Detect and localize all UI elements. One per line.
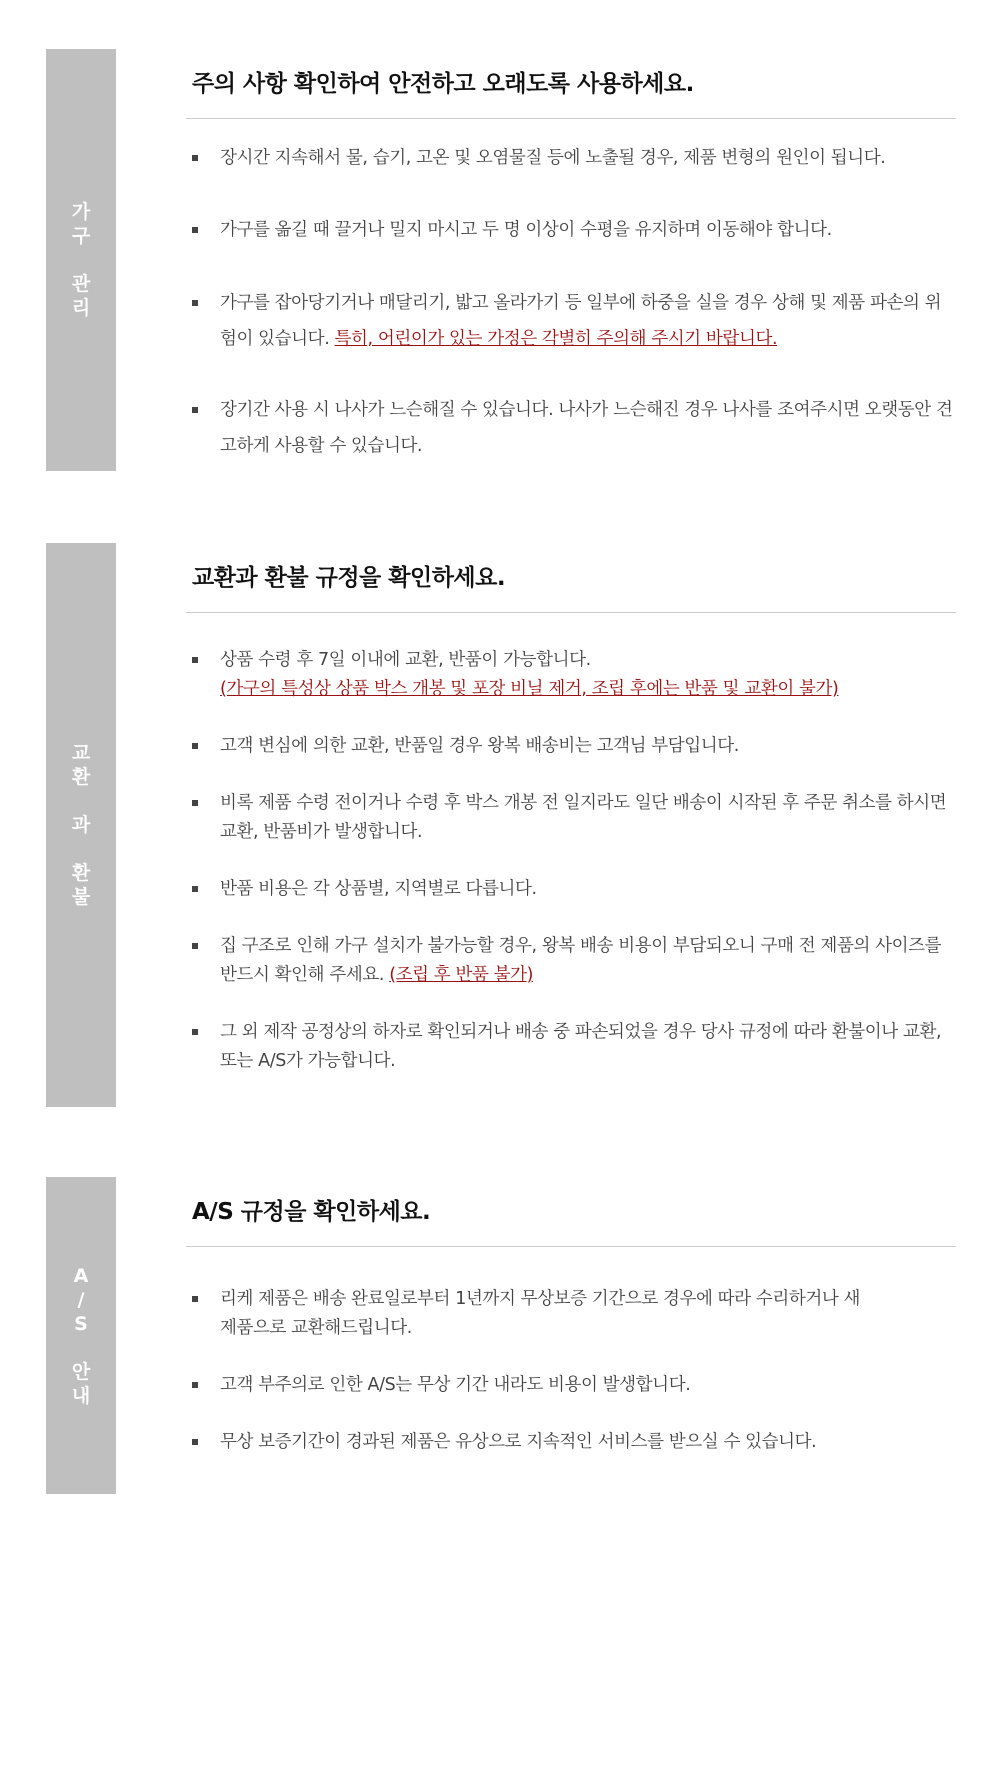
- section-heading: A/S 규정을 확인하세요.: [192, 1199, 431, 1225]
- bullet-icon: [192, 1029, 198, 1035]
- bullet-icon: [192, 407, 198, 413]
- section-content: [186, 543, 956, 1071]
- list-item: 고객 변심에 의한 교환, 반품일 경우 왕복 배송비는 고객님 부담입니다.: [192, 732, 956, 761]
- side-tab-label: 교 환 과 환 불: [71, 742, 91, 908]
- bullet-icon: [192, 657, 198, 663]
- list-item: 가구를 잡아당기거나 매달리기, 밟고 올라가기 등 일부에 하중을 실을 경우 상해 및 제품 파손의 위험이 있습니다. 특히, 어린이가 있는 가정은 각별히 주의해 주시기 바랍니다.: [192, 285, 956, 357]
- bullet-icon: [192, 1439, 198, 1445]
- list-item: 가구를 옮길 때 끌거나 밀지 마시고 두 명 이상이 수평을 유지하며 이동해야 합니다.: [192, 213, 956, 247]
- list-item: 비록 제품 수령 전이거나 수령 후 박스 개봉 전 일지라도 일단 배송이 시작된 후 주문 취소를 하시면 교환, 반품비가 발생합니다.: [192, 789, 956, 847]
- bullet-icon: [192, 300, 198, 306]
- section-heading: 주의 사항 확인하여 안전하고 오래도록 사용하세요.: [192, 71, 694, 97]
- list-item: 그 외 제작 공정상의 하자로 확인되거나 배송 중 파손되었을 경우 당사 규정에 따라 환불이나 교환, 또는 A/S가 가능합니다.: [192, 1018, 956, 1076]
- section-heading: 교환과 환불 규정을 확인하세요.: [192, 565, 506, 591]
- bullet-icon: [192, 155, 198, 161]
- warning-highlight-text: 특히, 어린이가 있는 가정은 각별히 주의해 주시기 바랍니다.: [334, 329, 778, 349]
- bullet-icon: [192, 743, 198, 749]
- list-item: 집 구조로 인해 가구 설치가 불가능할 경우, 왕복 배송 비용이 부담되오니 구매 전 제품의 사이즈를 반드시 확인해 주세요. (조립 후 반품 불가): [192, 932, 956, 990]
- bullet-icon: [192, 227, 198, 233]
- section-exchange-refund: [0, 543, 1000, 1107]
- side-tab-label: 가 구 관 리: [71, 201, 91, 319]
- list-item: 장기간 사용 시 나사가 느슨해질 수 있습니다. 나사가 느슨해진 경우 나사를 조여주시면 오랫동안 견고하게 사용할 수 있습니다.: [192, 392, 956, 464]
- bullet-icon: [192, 943, 198, 949]
- side-tab-label: A / S 안 내: [71, 1264, 91, 1407]
- list-item: 무상 보증기간이 경과된 제품은 유상으로 지속적인 서비스를 받으실 수 있습니다.: [192, 1428, 956, 1457]
- side-tab: [46, 543, 116, 1107]
- section-furniture-care: [0, 49, 1000, 471]
- section-as-guide: [0, 1177, 1000, 1494]
- section-divider: [186, 1246, 956, 1247]
- section-content: [186, 49, 956, 456]
- section-divider: [186, 118, 956, 119]
- list-item: 장시간 지속해서 물, 습기, 고온 및 오염물질 등에 노출될 경우, 제품 변형의 원인이 됩니다.: [192, 141, 956, 175]
- list-item: 고객 부주의로 인한 A/S는 무상 기간 내라도 비용이 발생합니다.: [192, 1371, 956, 1400]
- bullet-icon: [192, 800, 198, 806]
- bullet-icon: [192, 1296, 198, 1302]
- list-item: 반품 비용은 각 상품별, 지역별로 다릅니다.: [192, 875, 956, 904]
- warning-highlight-text: (조립 후 반품 불가): [389, 965, 534, 985]
- section-divider: [186, 612, 956, 613]
- side-tab: [46, 49, 116, 471]
- side-tab: [46, 1177, 116, 1494]
- section-content: [186, 1177, 956, 1452]
- bullet-icon: [192, 1382, 198, 1388]
- list-item: 리케 제품은 배송 완료일로부터 1년까지 무상보증 기간으로 경우에 따라 수리하거나 새 제품으로 교환해드립니다.: [192, 1285, 956, 1343]
- warning-highlight-text: (가구의 특성상 상품 박스 개봉 및 포장 비닐 제거, 조립 후에는 반품 및 교환이 불가): [220, 679, 839, 699]
- bullet-icon: [192, 886, 198, 892]
- list-item: 상품 수령 후 7일 이내에 교환, 반품이 가능합니다. (가구의 특성상 상품 박스 개봉 및 포장 비닐 제거, 조립 후에는 반품 및 교환이 불가): [192, 646, 956, 704]
